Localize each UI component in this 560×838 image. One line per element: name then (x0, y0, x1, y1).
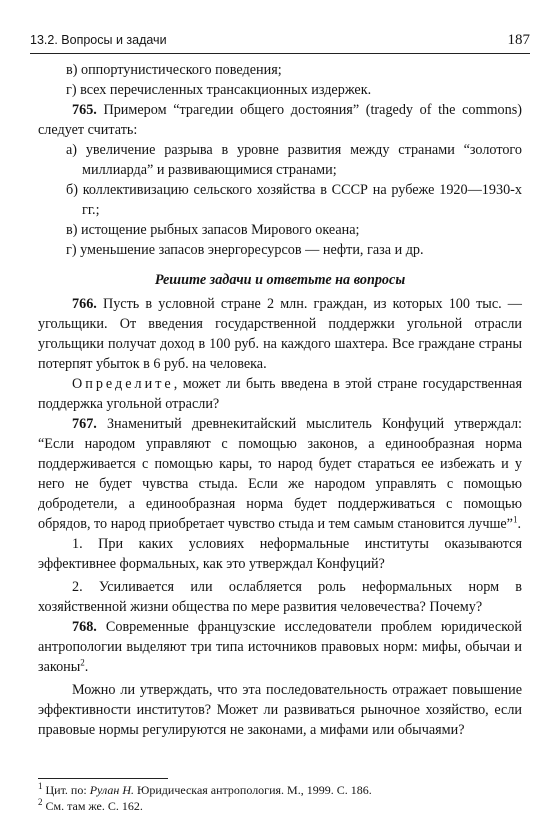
question-number: 767. (72, 416, 97, 432)
question-text: Современные французские исследователи проблем юридической антропологии выделяют три типа источников правовых норм: мифы, обычаи и законы (38, 619, 522, 675)
subquestion-767-1: 1. При каких условиях неформальные институты оказываются эффективнее формальных, как это утверждал Конфуций? (38, 536, 522, 572)
question-768 (38, 617, 522, 677)
footnote-ref: 1 (512, 514, 518, 525)
footnote-2 (38, 798, 522, 814)
question-text: Знаменитый древнекитайский мыслитель Конфуций утверждал: “Если народом управляют с помощью законов, а единообразная норма поддерживается с помощью кары, то народ будет стараться ее избежать и у него не будет чувства стыда. Если же народом управлять с помощью добродетели, а единообразная норма будет поддерживаться с помощью обрядов, то народ приобретает чувство стыда и тем самым становится лучше” (38, 416, 522, 532)
question-number: 765. (72, 102, 97, 118)
question-765 (38, 100, 522, 140)
question-text: Пусть в условной стране 2 млн. граждан, из которых 100 тыс. — угольщики. От введения государственной поддержки угольной отрасли угольщики получат доход в 100 руб. на каждого шахтера. Все граждане страны потерпят убыток в 6 руб. на человека. (38, 296, 522, 372)
footnote-1 (38, 782, 522, 798)
task-766 (38, 374, 522, 414)
sentence-end: . (84, 659, 89, 675)
sentence-end: . (517, 516, 522, 532)
footnote-mark: 1 (38, 781, 43, 791)
header-rule (30, 53, 530, 54)
q765-option-b: б) коллективизацию сельского хозяйства в СССР на рубеже 1920—1930-х гг.; (66, 182, 522, 218)
question-number: 766. (72, 296, 97, 312)
section-heading: Решите задачи и ответьте на вопросы (154, 272, 406, 288)
q764-option-v: в) оппортунистического поведения; (66, 62, 282, 78)
subquestion-768: Можно ли утверждать, что эта последовательность отражает повышение эффективности институтов? Может ли развиваться рыночное хозяйство, если правовые нормы регулируются не законами, а мифами или обычаями? (38, 682, 522, 738)
question-text: Примером “трагедии общего достояния” (tragedy of the commons) следует считать: (38, 102, 522, 138)
q765-option-a: а) увеличение разрыва в уровне развития между странами “золотого миллиарда” и развивающимися странами; (66, 142, 522, 178)
footnote-text: См. там же. С. 162. (42, 799, 143, 813)
section-title: 13.2. Вопросы и задачи (30, 33, 167, 47)
footnote-text: Юридическая антропология. М., 1999. С. 186. (134, 783, 372, 797)
task-text: , может ли быть введена в этой стране государственная поддержка угольной отрасли? (38, 376, 522, 412)
task-keyword: Определите (72, 376, 174, 392)
footnote-author: Рулан Н. (89, 783, 135, 797)
question-767 (38, 414, 522, 534)
page-number: 187 (507, 32, 530, 48)
footnote-mark: 2 (38, 797, 43, 807)
footnotes (38, 782, 522, 814)
question-766 (38, 294, 522, 374)
body-text (38, 60, 522, 740)
footnote-rule (38, 778, 168, 779)
footnote-text: Цит. по: (42, 783, 90, 797)
subquestion-767-2: 2. Усиливается или ослабляется роль неформальных норм в хозяйственной жизни общества по мере развития человечества? Почему? (38, 579, 522, 615)
q765-option-g: г) уменьшение запасов энергоресурсов — нефти, газа и др. (66, 242, 424, 258)
q764-option-g: г) всех перечисленных трансакционных издержек. (66, 82, 372, 98)
q765-option-v: в) истощение рыбных запасов Мирового океана; (66, 222, 360, 238)
question-number: 768. (72, 619, 97, 635)
footnote-ref: 2 (80, 657, 85, 668)
running-head (30, 32, 530, 49)
